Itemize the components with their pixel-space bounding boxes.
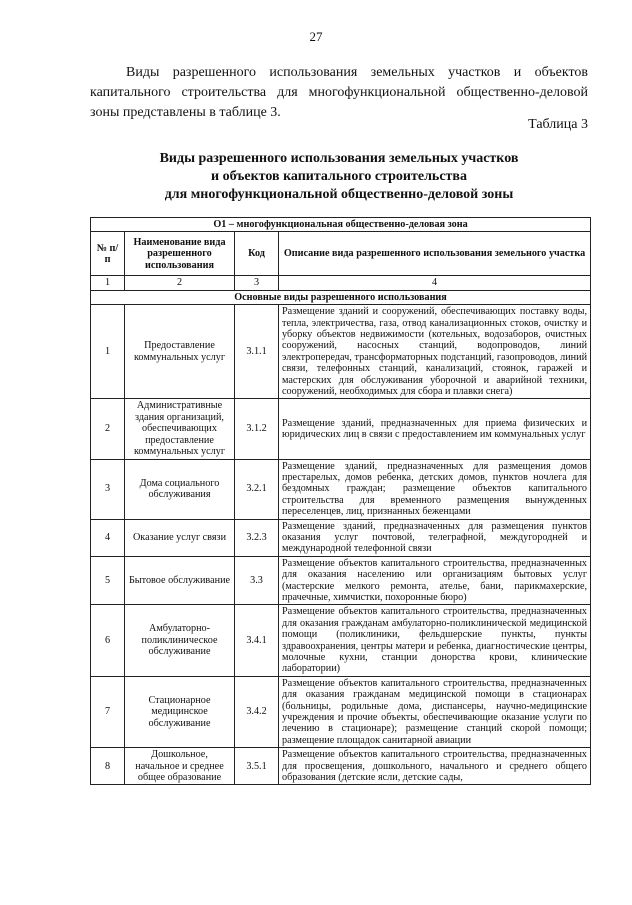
row-name: Стационарное медицинское обслуживание [125,676,235,747]
header-code: Код [235,232,279,276]
table-row [91,605,591,676]
row-num: 8 [91,748,125,785]
row-desc: Размещение зданий, предназначенных для размещения домов престарелых, домов ребенка, детских домов, пунктов ночлега для бездомных граждан; размещение объектов капитального строительства для временного размещения вынужденных переселенцев, лиц, признанных беженцами [279,459,591,519]
row-num: 5 [91,556,125,605]
col-number: 3 [235,276,279,290]
row-code: 3.2.3 [235,519,279,556]
header-row [91,232,591,276]
row-code: 3.2.1 [235,459,279,519]
row-desc: Размещение зданий, предназначенных для приема физических и юридических лиц в связи с предоставлением им коммунальных услуг [279,399,591,459]
land-use-table [90,217,591,785]
table-row [91,748,591,785]
row-code: 3.4.1 [235,605,279,676]
row-name: Бытовое обслуживание [125,556,235,605]
row-num: 3 [91,459,125,519]
row-code: 3.5.1 [235,748,279,785]
table-row [91,556,591,605]
col-number: 1 [91,276,125,290]
table-title-line-3: для многофункциональной общественно-деловой зоны [164,187,514,202]
zone-header-row [91,218,591,232]
row-num: 4 [91,519,125,556]
intro-paragraph: Виды разрешенного использования земельных участков и объектов капитального строительства для многофункциональной общественно-деловой зоны представлены в таблице 3. [90,65,588,120]
row-desc: Размещение зданий и сооружений, обеспечивающих поставку воды, тепла, электричества, газа, отвод канализационных стоков, очистку и уборку объектов недвижимости (котельных, водозаборов, очистных сооружений, насосных станций, водопроводов, линий электропередач, трансформаторных подстанций, газопроводов, линий связи, телефонных станций, канализаций, стоянок, гаражей и мастерских для обслуживания уборочной и аварийной техники, сооружений, необходимых для сбора и плавки снега) [279,305,591,399]
row-num: 1 [91,305,125,399]
row-name: Амбулаторно-поликлиническое обслуживание [125,605,235,676]
row-code: 3.3 [235,556,279,605]
row-desc: Размещение зданий, предназначенных для размещения пунктов оказания услуг почтовой, телеграфной, междугородней и международной телефонной связи [279,519,591,556]
row-name: Дома социального обслуживания [125,459,235,519]
table-title [90,150,588,204]
header-desc: Описание вида разрешенного использования земельного участка [279,232,591,276]
table-row [91,519,591,556]
row-code: 3.1.2 [235,399,279,459]
table-row [91,399,591,459]
header-name: Наименование вида разрешенного использования [125,232,235,276]
row-num: 2 [91,399,125,459]
table-row [91,676,591,747]
column-number-row [91,276,591,290]
row-code: 3.4.2 [235,676,279,747]
row-desc: Размещение объектов капитального строительства, предназначенных для оказания гражданам амбулаторно-поликлинической медицинской помощи (поликлиники, фельдшерские пункты, пункты здравоохранения, центры матери и ребенка, диагностические центры, молочные кухни, станции донорства крови, клинические лаборатории) [279,605,591,676]
table-row [91,459,591,519]
row-name: Дошкольное, начальное и среднее общее образование [125,748,235,785]
section-title: Основные виды разрешенного использования [91,290,591,304]
row-code: 3.1.1 [235,305,279,399]
row-desc: Размещение объектов капитального строительства, предназначенных для оказания населению или организациям бытовых услуг (мастерские мелкого ремонта, ателье, бани, парикмахерские, прачечные, химчистки, похоронные бюро) [279,556,591,605]
table-row [91,305,591,399]
zone-name: О1 – многофункциональная общественно-деловая зона [91,218,591,232]
col-number: 2 [125,276,235,290]
table-title-line-1: Виды разрешенного использования земельных участков [159,151,519,166]
table-label: Таблица 3 [528,117,588,132]
section-row [91,290,591,304]
row-desc: Размещение объектов капитального строительства, предназначенных для оказания гражданам медицинской помощи в стационарах (больницы, родильные дома, диспансеры, научно-медицинские учреждения и прочие объекты, обеспечивающие оказание услуги по лечению в стационаре); размещение станций скорой помощи; размещение площадок санитарной авиации [279,676,591,747]
row-name: Административные здания организаций, обеспечивающих предоставление коммунальных услуг [125,399,235,459]
header-num: № п/п [91,232,125,276]
row-name: Предоставление коммунальных услуг [125,305,235,399]
page-number: 27 [309,29,323,44]
table-title-line-2: и объектов капитального строительства [211,169,467,184]
row-num: 7 [91,676,125,747]
row-desc: Размещение объектов капитального строительства, предназначенных для просвещения, дошкольного, начального и среднего общего образования (детские ясли, детские сады, [279,748,591,785]
row-name: Оказание услуг связи [125,519,235,556]
row-num: 6 [91,605,125,676]
col-number: 4 [279,276,591,290]
